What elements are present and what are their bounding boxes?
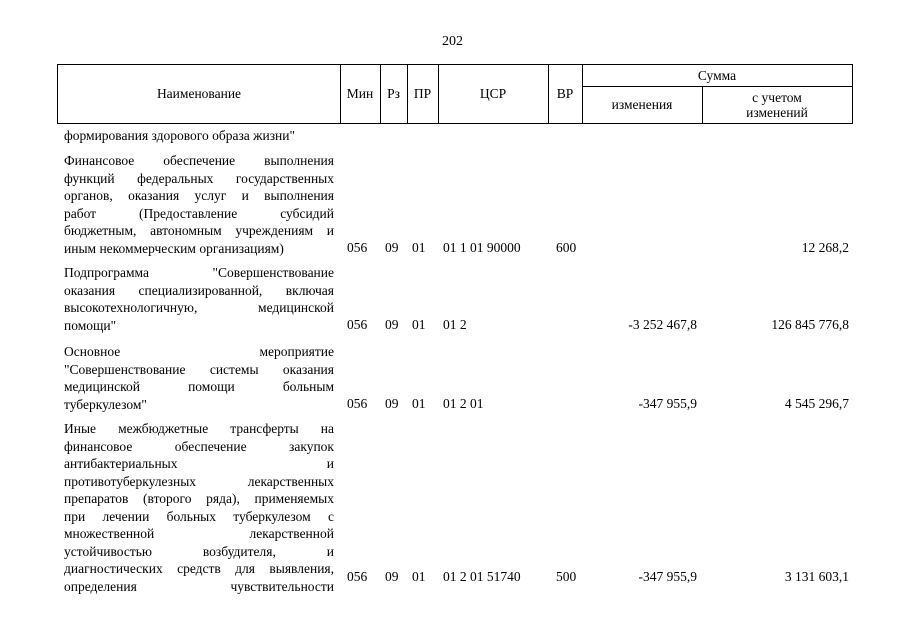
row-name: формирования здорового образа жизни" — [64, 128, 296, 143]
header-rz: Рз — [387, 86, 400, 101]
row-min: 056 — [347, 240, 368, 255]
header-name: Наименование — [156, 86, 242, 101]
row-csr: 01 2 01 — [443, 396, 484, 411]
row-csr: 01 2 01 51740 — [443, 569, 521, 584]
header-summa: Сумма — [697, 67, 737, 83]
table-header — [57, 64, 853, 124]
row-pr: 01 — [412, 569, 426, 584]
row-name: Подпрограмма "Совершенствование оказания специализированной, включая высокотехнологичную, медицинской помощи" — [64, 265, 334, 333]
row-pr: 01 — [412, 396, 426, 411]
row-sum: 3 131 603,1 — [784, 569, 849, 584]
row-rz: 09 — [385, 240, 399, 255]
row-csr: 01 1 01 90000 — [443, 240, 521, 255]
row-izm: -347 955,9 — [638, 569, 697, 584]
row-pr: 01 — [412, 317, 426, 332]
row-sum: 126 845 776,8 — [771, 317, 849, 332]
row-izm: -347 955,9 — [638, 396, 697, 411]
header-min: Мин — [346, 86, 374, 101]
row-vr: 500 — [556, 569, 577, 584]
row-vr: 600 — [556, 240, 577, 255]
header-s-uchetom: с учетом изменений — [746, 89, 808, 120]
row-csr: 01 2 — [443, 317, 467, 332]
row-pr: 01 — [412, 240, 426, 255]
row-rz: 09 — [385, 569, 399, 584]
row-min: 056 — [347, 569, 368, 584]
row-sum: 4 545 296,7 — [784, 396, 849, 411]
row-izm: -3 252 467,8 — [628, 317, 697, 332]
row-sum: 12 268,2 — [801, 240, 849, 255]
row-rz: 09 — [385, 396, 399, 411]
row-min: 056 — [347, 317, 368, 332]
row-min: 056 — [347, 396, 368, 411]
header-izmeneniya: изменения — [611, 97, 673, 112]
row-name: Основное мероприятие "Совершенствование системы оказания медицинской помощи больным туберкулезом" — [64, 344, 334, 412]
header-vr: ВР — [556, 86, 574, 101]
row-name: Финансовое обеспечение выполнения функций федеральных государственных органов, оказания услуг и выполнения работ (Предоставление субсидий бюджетным, автономным учреждениям и иным некоммерческим организациям) — [64, 153, 334, 256]
row-name: Иные межбюджетные трансферты на финансовое обеспечение закупок антибактериальных и противотуберкулезных лекарственных препаратов (второго ряда), применяемых при лечении больных туберкулезом с множественной лекарственной устойчивостью возбудителя, и диагностических средств для выявления, определения чувствительности — [64, 421, 334, 594]
row-rz: 09 — [385, 317, 399, 332]
page-number: 202 — [442, 34, 463, 49]
header-csr: ЦСР — [479, 86, 507, 101]
header-pr: ПР — [413, 86, 432, 101]
